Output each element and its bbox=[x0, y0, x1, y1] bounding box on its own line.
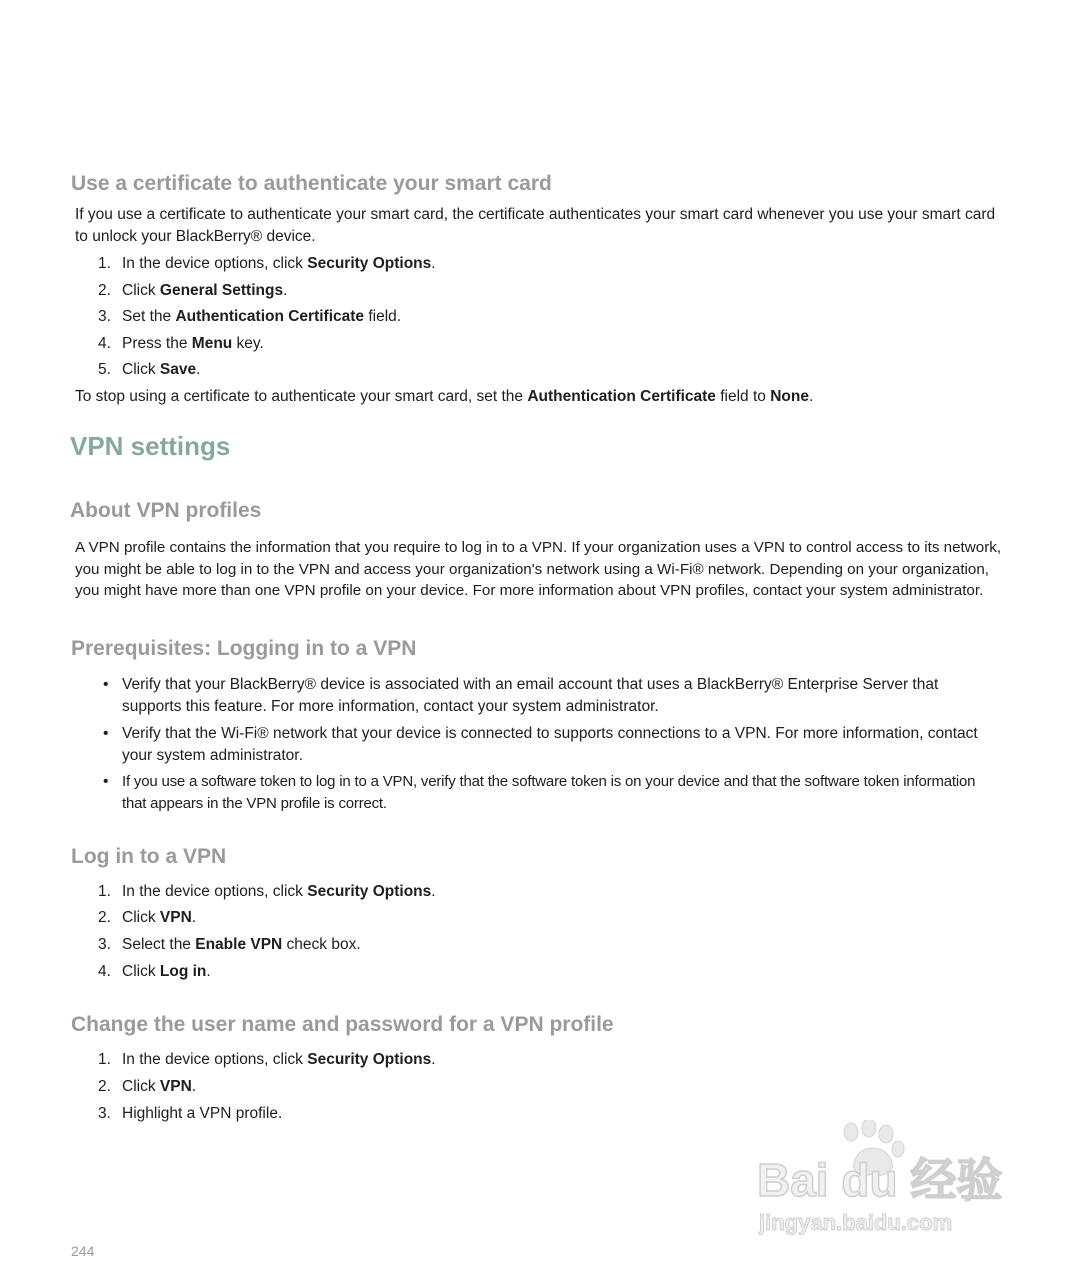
section-heading-about-vpn: About VPN profiles bbox=[70, 499, 262, 522]
step-text: Click General Settings. bbox=[122, 282, 288, 299]
step-number: 3. bbox=[98, 1105, 111, 1122]
step-number: 4. bbox=[98, 335, 111, 352]
step-text: Click Save. bbox=[122, 361, 201, 378]
section-heading-login-vpn: Log in to a VPN bbox=[71, 845, 227, 868]
step-number: 2. bbox=[98, 282, 111, 299]
step-text: Set the Authentication Certificate field. bbox=[122, 308, 402, 325]
step-number: 2. bbox=[98, 1078, 111, 1095]
step-number: 1. bbox=[98, 883, 111, 900]
smartcard-intro: If you use a certificate to authenticate your smart card, the certificate authenticates your smart card whenever you use your smart card to unlock your BlackBerry® device. bbox=[75, 206, 996, 245]
step-number: 1. bbox=[98, 1051, 111, 1068]
watermark-logo-text: Bai du 经验 bbox=[757, 1154, 1003, 1206]
step-text: Select the Enable VPN check box. bbox=[122, 936, 361, 953]
section-heading-smartcard: Use a certificate to authenticate your smart card bbox=[71, 172, 552, 195]
section-heading-prerequisites: Prerequisites: Logging in to a VPN bbox=[71, 637, 417, 660]
bullet-text: If you use a software token to log in to a VPN, verify that the software token is on your device and that the software token information that appears in the VPN profile is correct. bbox=[122, 773, 976, 812]
step-text: In the device options, click Security Options. bbox=[122, 1051, 436, 1068]
bullet-text: Verify that the Wi-Fi® network that your device is connected to supports connections to a VPN. For more information, contact your system administrator. bbox=[122, 725, 978, 764]
step-text: Click VPN. bbox=[122, 1078, 197, 1095]
bullet-icon: • bbox=[103, 676, 109, 693]
about-vpn-body: A VPN profile contains the information that you require to log in to a VPN. If your organization uses a VPN to control access to its network, you might be able to log in to the VPN and access your organization's network using a Wi-Fi® network. Depending on your organization, you might have more than one VPN profile on your device. For more information about VPN profiles, contact your system administrator. bbox=[75, 539, 1002, 599]
step-number: 4. bbox=[98, 963, 111, 980]
step-text: Click VPN. bbox=[122, 909, 197, 926]
vpn-settings-title: VPN settings bbox=[70, 431, 231, 461]
step-text: In the device options, click Security Options. bbox=[122, 255, 436, 272]
step-number: 2. bbox=[98, 909, 111, 926]
baidu-watermark-logo bbox=[755, 1120, 1005, 1240]
bullet-icon: • bbox=[103, 773, 109, 790]
watermark-url-text: jingyan.baidu.com bbox=[759, 1210, 953, 1235]
step-text: Click Log in. bbox=[122, 963, 211, 980]
bullet-icon: • bbox=[103, 725, 109, 742]
page-number: 244 bbox=[71, 1243, 95, 1259]
section-heading-change-credentials: Change the user name and password for a VPN profile bbox=[71, 1013, 614, 1036]
step-number: 3. bbox=[98, 936, 111, 953]
smartcard-stop-note: To stop using a certificate to authenticate your smart card, set the Authentication Certificate field to None. bbox=[75, 388, 814, 405]
bullet-text: Verify that your BlackBerry® device is associated with an email account that uses a BlackBerry® Enterprise Server that supports this feature. For more information, contact your system administrator. bbox=[122, 676, 939, 715]
step-text: Highlight a VPN profile. bbox=[122, 1105, 283, 1122]
step-number: 5. bbox=[98, 361, 111, 378]
step-text: In the device options, click Security Options. bbox=[122, 883, 436, 900]
step-number: 3. bbox=[98, 308, 111, 325]
step-text: Press the Menu key. bbox=[122, 335, 264, 352]
step-number: 1. bbox=[98, 255, 111, 272]
